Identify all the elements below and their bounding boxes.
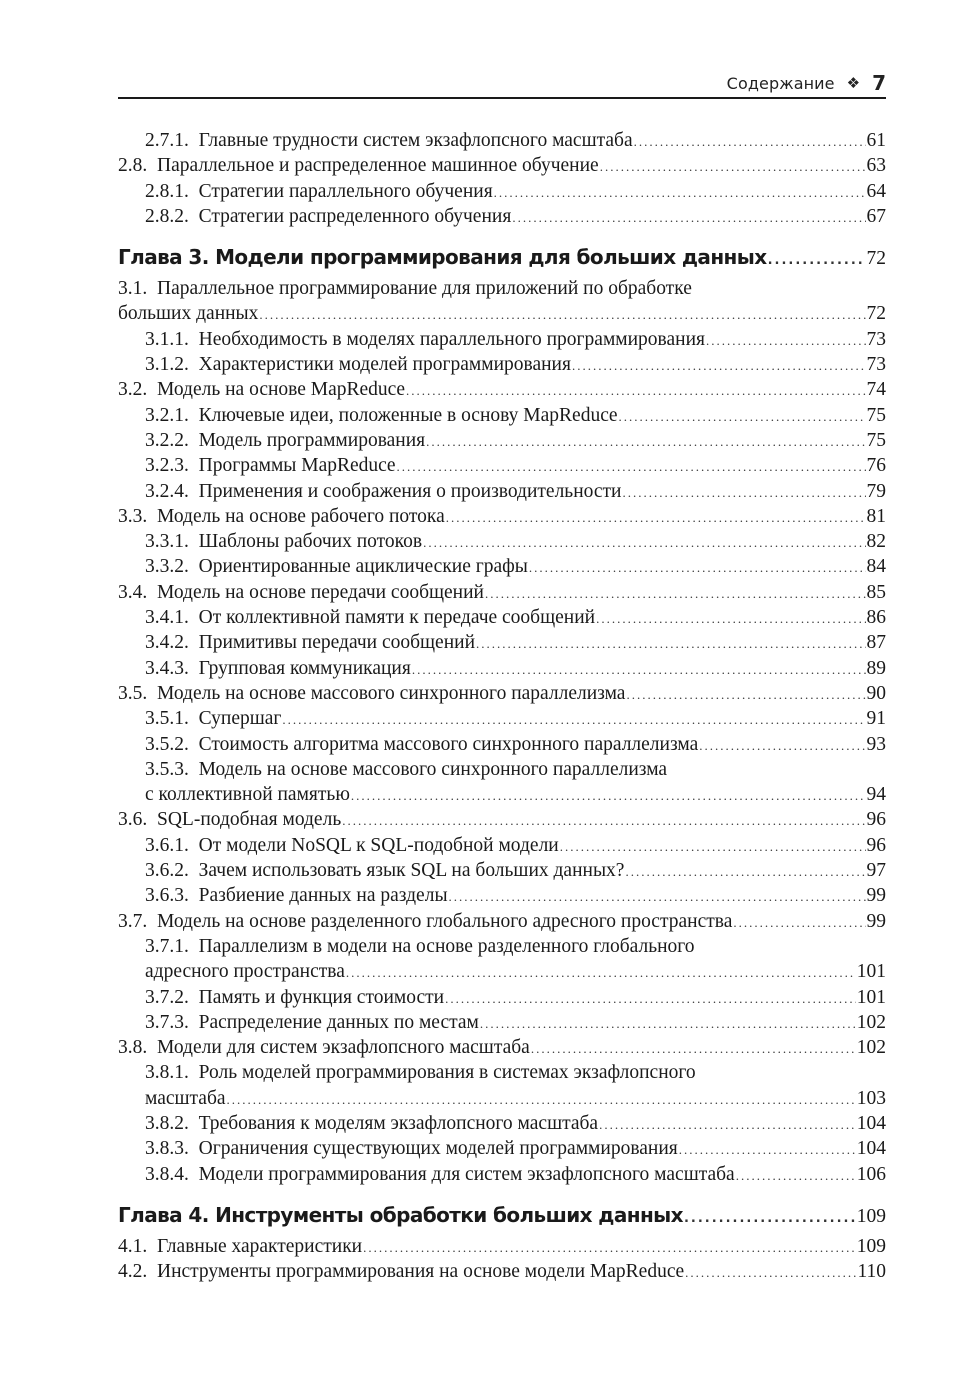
toc-entry-page: 99 xyxy=(866,885,886,907)
toc-entry-title: Шаблоны рабочих потоков xyxy=(198,531,423,553)
dot-leader xyxy=(625,859,865,884)
dot-leader xyxy=(599,1112,856,1137)
toc-entry[interactable] xyxy=(118,883,886,908)
toc-entry-page: 102 xyxy=(856,1011,886,1033)
toc-entry[interactable] xyxy=(118,1136,886,1161)
toc-entry-number: 3.3. xyxy=(118,505,148,527)
toc-entry[interactable] xyxy=(118,630,886,655)
running-header xyxy=(118,68,886,98)
toc-entry-number: 3.2.2. xyxy=(145,429,189,451)
toc-entry-page: 73 xyxy=(866,354,886,376)
toc-entry-number: 3.8.3. xyxy=(145,1138,189,1160)
chapter-title: Глава 4. Инструменты обработки больших данных xyxy=(118,1202,683,1227)
dot-leader xyxy=(426,429,865,454)
toc-entry-number: 3.1. xyxy=(118,278,148,300)
toc-entry-page: 67 xyxy=(866,205,886,227)
toc-entry-page: 99 xyxy=(866,910,886,932)
toc-entry-number: 3.6.2. xyxy=(145,860,189,882)
toc-entry[interactable] xyxy=(118,985,886,1010)
ornament-icon: ❖ xyxy=(846,74,861,92)
toc-entry[interactable] xyxy=(118,479,886,504)
toc-entry[interactable] xyxy=(118,128,886,153)
toc-entry-page: 64 xyxy=(866,180,886,202)
toc-entry-title-continuation: с коллективной памятью xyxy=(145,784,350,806)
toc-entry-page: 89 xyxy=(866,657,886,679)
toc-entry-page: 102 xyxy=(856,1037,886,1059)
toc-entry-page: 81 xyxy=(866,505,886,527)
toc-entry-page: 110 xyxy=(857,1261,886,1283)
toc-entry-title: Инструменты программирования на основе модели MapReduce xyxy=(157,1261,685,1283)
dot-leader xyxy=(685,1260,856,1285)
toc-entry[interactable] xyxy=(118,276,886,301)
toc-entry-title: Зачем использовать язык SQL на больших данных? xyxy=(198,860,625,882)
toc-entry-title: Роль моделей программирования в системах экзафлопсного xyxy=(198,1062,696,1084)
toc-entry-page: 86 xyxy=(866,607,886,629)
toc-entry[interactable] xyxy=(118,580,886,605)
table-of-contents xyxy=(118,128,886,1284)
dot-leader xyxy=(363,1235,856,1260)
toc-entry[interactable] xyxy=(118,858,886,883)
toc-entry-title: Параллельное и распределенное машинное обучение xyxy=(157,155,599,177)
page-number: 7 xyxy=(872,71,886,95)
toc-entry-title: Параллелизм в модели на основе разделенного глобального xyxy=(198,935,695,957)
toc-entry[interactable] xyxy=(118,807,886,832)
toc-entry-title-continuation: больших данных xyxy=(118,303,259,325)
toc-entry-title: SQL-подобная модель xyxy=(157,809,342,831)
toc-entry-number: 3.5.3. xyxy=(145,758,189,780)
dot-leader xyxy=(596,606,865,631)
toc-entry[interactable] xyxy=(118,605,886,630)
toc-entry-title: Модель на основе массового синхронного параллелизма xyxy=(198,758,668,780)
toc-entry-number: 3.8.2. xyxy=(145,1112,189,1134)
toc-entry-page: 101 xyxy=(856,986,886,1008)
dot-leader xyxy=(699,733,865,758)
toc-entry-page: 103 xyxy=(856,1087,886,1109)
toc-entry-title: Главные характеристики xyxy=(157,1235,363,1257)
toc-entry[interactable] xyxy=(118,681,886,706)
toc-entry-number: 3.3.1. xyxy=(145,531,189,553)
toc-entry-page: 87 xyxy=(866,632,886,654)
toc-entry-page: 97 xyxy=(866,860,886,882)
dot-leader xyxy=(259,302,865,327)
chapter-title: Глава 3. Модели программирования для больших данных xyxy=(118,245,767,270)
toc-entry[interactable] xyxy=(118,352,886,377)
toc-entry-title: Примитивы передачи сообщений xyxy=(198,632,476,654)
toc-entry-number: 4.2. xyxy=(118,1261,148,1283)
toc-entry-page: 74 xyxy=(866,379,886,401)
toc-entry-number: 2.8.1. xyxy=(145,180,189,202)
dot-leader xyxy=(619,404,866,429)
toc-entry-number: 3.6.3. xyxy=(145,885,189,907)
toc-entry-title: Модель на основе разделенного глобального адресного пространства xyxy=(157,910,733,932)
toc-entry-number: 2.8. xyxy=(118,155,148,177)
dot-leader xyxy=(733,910,865,935)
toc-entry-number: 3.6.1. xyxy=(145,834,189,856)
toc-entry-title: Модель на основе передачи сообщений xyxy=(157,581,484,603)
toc-entry-page: 84 xyxy=(866,556,886,578)
toc-entry[interactable] xyxy=(118,732,886,757)
toc-entry[interactable] xyxy=(118,1010,886,1035)
toc-entry-title: Распределение данных по местам xyxy=(198,1011,479,1033)
toc-entry-page: 76 xyxy=(866,455,886,477)
toc-entry-number: 3.1.2. xyxy=(145,354,189,376)
toc-entry-title: Модели программирования для систем экзафлопсного масштаба xyxy=(198,1163,735,1185)
dot-leader xyxy=(396,454,865,479)
toc-entry-number: 4.1. xyxy=(118,1235,148,1257)
toc-entry-page: 79 xyxy=(866,480,886,502)
toc-entry-continuation[interactable] xyxy=(118,782,886,807)
dot-leader xyxy=(634,129,866,154)
toc-entry-number: 3.8.4. xyxy=(145,1163,189,1185)
toc-entry-continuation[interactable] xyxy=(118,301,886,326)
toc-entry-number: 3.2.4. xyxy=(145,480,189,502)
toc-entry[interactable] xyxy=(118,1111,886,1136)
toc-entry-number: 3.2.1. xyxy=(145,404,189,426)
toc-entry-title-continuation: масштаба xyxy=(145,1087,226,1109)
toc-entry-title: Память и функция стоимости xyxy=(198,986,445,1008)
dot-leader xyxy=(476,631,865,656)
toc-entry-number: 3.7.3. xyxy=(145,1011,189,1033)
toc-entry[interactable] xyxy=(118,453,886,478)
toc-entry[interactable] xyxy=(118,428,886,453)
dot-leader xyxy=(531,1036,856,1061)
toc-entry-page: 90 xyxy=(866,682,886,704)
toc-entry-number: 3.2.3. xyxy=(145,455,189,477)
toc-entry-page: 72 xyxy=(866,303,886,325)
toc-entry[interactable] xyxy=(118,153,886,178)
toc-entry[interactable] xyxy=(118,833,886,858)
toc-entry-title: Необходимость в моделях параллельного программирования xyxy=(198,328,706,350)
toc-entry-number: 3.5. xyxy=(118,682,148,704)
toc-entry[interactable] xyxy=(118,934,886,959)
toc-entry-title: Модели для систем экзафлопсного масштаба xyxy=(157,1037,530,1059)
toc-entry[interactable] xyxy=(118,1060,886,1085)
toc-entry[interactable] xyxy=(118,554,886,579)
toc-entry-number: 3.7.1. xyxy=(145,935,189,957)
toc-entry-title: Стратегии параллельного обучения xyxy=(198,180,493,202)
toc-entry-page: 106 xyxy=(856,1163,886,1185)
toc-entry[interactable] xyxy=(118,1234,886,1259)
dot-leader xyxy=(423,530,865,555)
toc-entry-title-continuation: адресного пространства xyxy=(145,961,345,983)
toc-entry-number: 3.7.2. xyxy=(145,986,189,1008)
toc-entry[interactable] xyxy=(118,1162,886,1187)
toc-entry-number: 3.3.2. xyxy=(145,556,189,578)
running-header-title: Содержание xyxy=(726,73,835,93)
toc-entry[interactable] xyxy=(118,706,886,731)
toc-entry[interactable] xyxy=(118,327,886,352)
toc-entry-number: 3.7. xyxy=(118,910,148,932)
toc-entry-page: 94 xyxy=(866,784,886,806)
toc-entry-title: Разбиение данных на разделы xyxy=(198,885,448,907)
dot-leader xyxy=(684,1204,856,1234)
toc-entry-number: 3.4.3. xyxy=(145,657,189,679)
dot-leader xyxy=(600,154,866,179)
dot-leader xyxy=(626,682,865,707)
toc-entry-number: 3.2. xyxy=(118,379,148,401)
chapter-page: 72 xyxy=(866,248,886,270)
toc-entry-number: 3.5.1. xyxy=(145,708,189,730)
toc-entry-number: 3.4.2. xyxy=(145,632,189,654)
toc-entry-title: Модель программирования xyxy=(198,429,426,451)
toc-entry-page: 73 xyxy=(866,328,886,350)
dot-leader xyxy=(282,707,865,732)
toc-entry-title: Ограничения существующих моделей программирования xyxy=(198,1138,678,1160)
toc-entry[interactable] xyxy=(118,403,886,428)
toc-entry-title: Модель на основе массового синхронного параллелизма xyxy=(157,682,626,704)
toc-entry[interactable] xyxy=(118,204,886,229)
toc-entry-number: 2.7.1. xyxy=(145,130,189,151)
toc-entry-title: Групповая коммуникация xyxy=(198,657,411,679)
toc-entry-title: Ключевые идеи, положенные в основу MapReduce xyxy=(198,404,618,426)
toc-entry[interactable] xyxy=(118,1259,886,1284)
chapter-heading-4[interactable] xyxy=(118,1200,886,1230)
toc-entry-number: 3.8. xyxy=(118,1037,148,1059)
toc-entry[interactable] xyxy=(118,504,886,529)
toc-entry[interactable] xyxy=(118,656,886,681)
toc-entry-title: Параллельное программирование для приложений по обработке xyxy=(157,278,692,300)
dot-leader xyxy=(412,657,866,682)
dot-leader xyxy=(768,246,866,276)
toc-entry-page: 93 xyxy=(866,733,886,755)
dot-leader xyxy=(560,834,866,859)
dot-leader xyxy=(445,986,856,1011)
toc-entry-page: 96 xyxy=(866,809,886,831)
dot-leader xyxy=(346,960,856,985)
toc-entry-continuation[interactable] xyxy=(118,1086,886,1111)
dot-leader xyxy=(529,555,866,580)
toc-entry[interactable] xyxy=(118,1035,886,1060)
toc-entry-page: 91 xyxy=(866,708,886,730)
dot-leader xyxy=(706,328,865,353)
toc-entry-title: Программы MapReduce xyxy=(198,455,396,477)
toc-entry-title: От коллективной памяти к передаче сообщений xyxy=(198,607,596,629)
header-rule xyxy=(118,97,886,99)
toc-entry-number: 3.4. xyxy=(118,581,148,603)
toc-entry-number: 3.4.1. xyxy=(145,607,189,629)
toc-entry-page: 85 xyxy=(866,581,886,603)
toc-entry-number: 3.6. xyxy=(118,809,148,831)
dot-leader xyxy=(449,884,866,909)
toc-entry-title: От модели NoSQL к SQL-подобной модели xyxy=(198,834,559,856)
toc-entry-page: 104 xyxy=(856,1112,886,1134)
dot-leader xyxy=(406,378,866,403)
toc-entry-number: 2.8.2. xyxy=(145,205,189,227)
toc-entry[interactable] xyxy=(118,757,886,782)
toc-entry-title: Супершаг xyxy=(198,708,282,730)
dot-leader xyxy=(512,205,865,230)
toc-entry-number: 3.8.1. xyxy=(145,1062,189,1084)
toc-entry-page: 101 xyxy=(856,961,886,983)
toc-entry-title: Характеристики моделей программирования xyxy=(198,354,571,376)
toc-entry-page: 75 xyxy=(866,429,886,451)
dot-leader xyxy=(572,353,866,378)
toc-entry-continuation[interactable] xyxy=(118,959,886,984)
chapter-heading-3[interactable] xyxy=(118,242,886,272)
toc-entry-page: 96 xyxy=(866,834,886,856)
toc-entry-number: 3.1.1. xyxy=(145,328,189,350)
toc-entry-page: 75 xyxy=(866,404,886,426)
toc-entry[interactable] xyxy=(118,529,886,554)
dot-leader xyxy=(480,1011,856,1036)
toc-entry-page: 61 xyxy=(866,130,886,151)
chapter-page: 109 xyxy=(856,1205,886,1227)
toc-entry-page: 82 xyxy=(866,531,886,553)
dot-leader xyxy=(342,808,865,833)
toc-entry-page: 63 xyxy=(866,155,886,177)
dot-leader xyxy=(351,783,866,808)
dot-leader xyxy=(736,1163,856,1188)
toc-entry-title: Модель на основе рабочего потока xyxy=(157,505,445,527)
dot-leader xyxy=(494,180,866,205)
dot-leader xyxy=(485,581,866,606)
toc-entry[interactable] xyxy=(118,909,886,934)
toc-entry[interactable] xyxy=(118,377,886,402)
toc-entry-title: Ориентированные ациклические графы xyxy=(198,556,528,578)
toc-entry-page: 109 xyxy=(856,1235,886,1257)
toc-entry-title: Стоимость алгоритма массового синхронного параллелизма xyxy=(198,733,699,755)
dot-leader xyxy=(622,480,865,505)
toc-entry[interactable] xyxy=(118,179,886,204)
toc-entry-number: 3.5.2. xyxy=(145,733,189,755)
toc-entry-title: Стратегии распределенного обучения xyxy=(198,205,512,227)
toc-entry-title: Модель на основе MapReduce xyxy=(157,379,405,401)
toc-entry-title: Главные трудности систем экзафлопсного масштаба xyxy=(198,130,633,151)
toc-entry-title: Применения и соображения о производительности xyxy=(198,480,622,502)
toc-entry-page: 104 xyxy=(856,1138,886,1160)
dot-leader xyxy=(679,1137,856,1162)
toc-entry-title: Требования к моделям экзафлопсного масштаба xyxy=(198,1112,599,1134)
dot-leader xyxy=(446,505,866,530)
dot-leader xyxy=(227,1087,856,1112)
